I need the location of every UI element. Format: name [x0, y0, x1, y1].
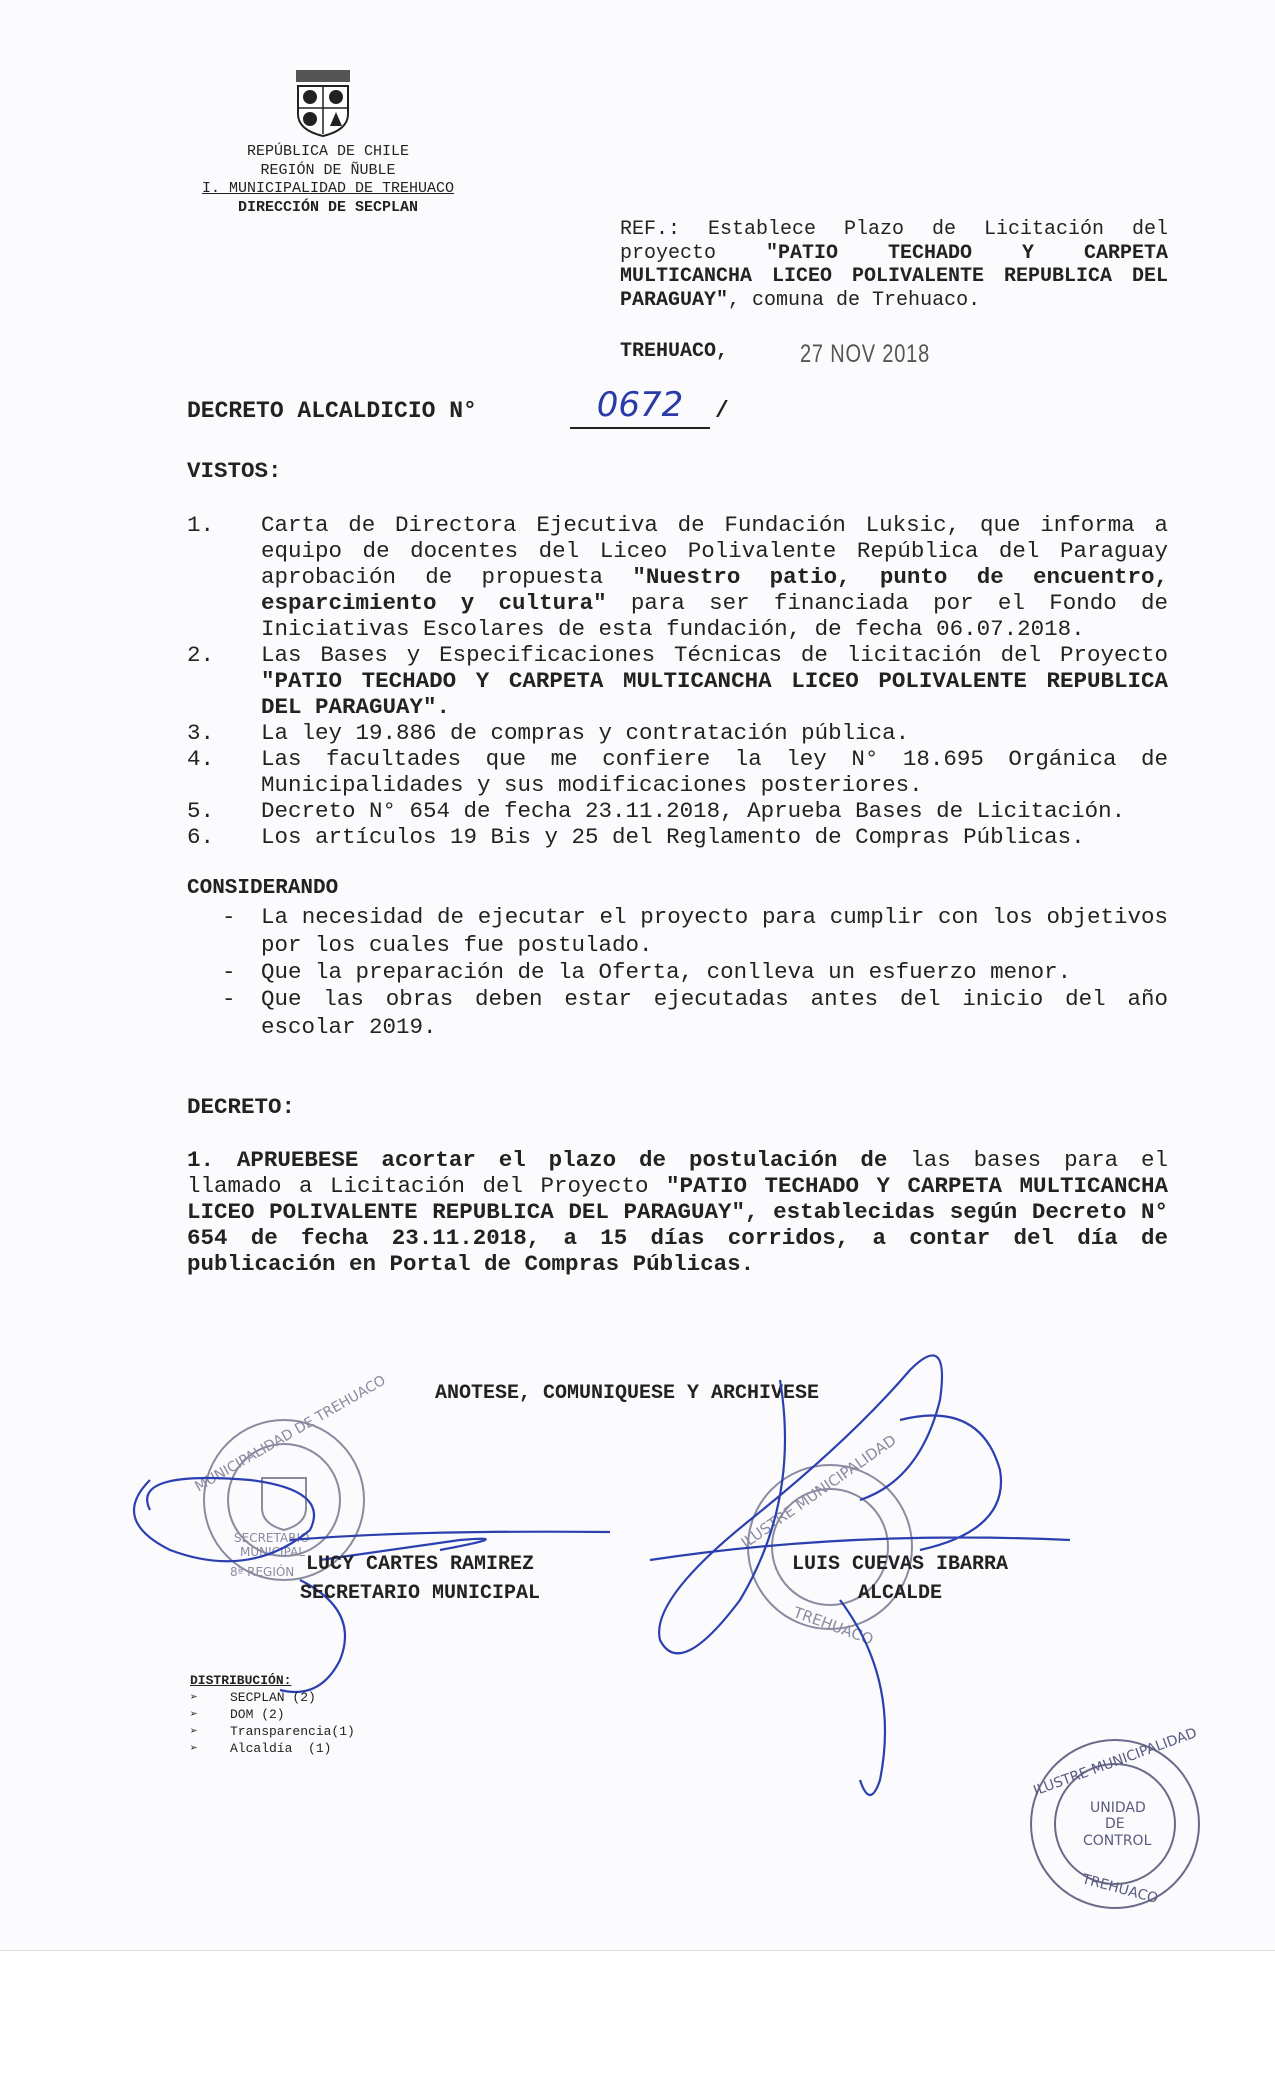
vistos-item: Las facultades que me confiere la ley N° 18.695 Orgánica de Municipalidades y sus modificaciones posteriores. — [261, 746, 1168, 798]
signatory-role: SECRETARIO MUNICIPAL — [299, 1582, 541, 1605]
vistos-heading: VISTOS: — [187, 458, 282, 484]
signature-block-alcalde — [720, 1550, 1080, 1608]
stamp-inner-text: SECRETARIO — [234, 1531, 310, 1545]
item-number: 6. — [187, 824, 215, 850]
distribution-item — [190, 1689, 355, 1706]
considerando-heading: CONSIDERANDO — [187, 877, 339, 900]
ref-line — [620, 289, 1168, 313]
decreto-text: las bases para el llamado a Licitación del Proyecto — [187, 1147, 1168, 1199]
signature-block-secretario — [230, 1550, 610, 1608]
stamp-inner-text: UNIDAD — [1090, 1800, 1146, 1816]
ref-line — [620, 242, 1168, 266]
item-number: 1. — [187, 512, 215, 538]
stamp-ring-text: MUNICIPALIDAD DE TREHUACO — [192, 1372, 389, 1496]
arrow-bullet-icon: ➢ — [190, 1741, 198, 1756]
ref-text: , comuna de Trehuaco. — [728, 288, 981, 312]
distribution-item — [190, 1706, 355, 1723]
decreto-project-name: "PATIO TECHADO Y CARPETA MULTICANCHA LICEO POLIVALENTE REPUBLICA DEL PARAGUAY" — [187, 1173, 1168, 1225]
vistos-item — [261, 642, 1168, 720]
signatory-role: ALCALDE — [857, 1582, 942, 1605]
item-text: Las Bases y Especificaciones Técnicas de licitación del Proyecto — [261, 642, 1168, 668]
stamp-inner-text: CONTROL — [1083, 1833, 1152, 1849]
distribution-item — [190, 1740, 355, 1757]
decree-title: DECRETO ALCALDICIO N° — [187, 398, 477, 424]
decreto-bold-text: 1. APRUEBESE acortar el plazo de postulación de — [187, 1147, 888, 1173]
item-number: 4. — [187, 746, 215, 772]
distribution-item-label: Alcaldía (1) — [230, 1741, 332, 1756]
stamp-bottom-text: 8ª REGIÓN — [230, 1565, 295, 1579]
bullet-dash: - — [222, 959, 236, 985]
ref-text: proyecto — [620, 241, 766, 265]
stamp-bottom-text: TREHUACO — [1080, 1871, 1160, 1908]
ref-line: REF.: Establece Plazo de Licitación del — [620, 218, 1168, 241]
distribution-item-label: Transparencia(1) — [230, 1724, 355, 1739]
letterhead-region: REGIÓN DE ÑUBLE — [260, 161, 396, 179]
decree-slash: / — [715, 398, 729, 424]
place: TREHUACO, — [620, 340, 729, 363]
stamp-ring-text: ILUSTRE MUNICIPALIDAD — [1031, 1725, 1200, 1800]
distribution-list — [190, 1672, 355, 1757]
date-stamp: 27 NOV 2018 — [800, 340, 930, 368]
bullet-dash: - — [222, 986, 236, 1012]
considerando-item: Que la preparación de la Oferta, conlleva un esfuerzo menor. — [261, 959, 1072, 985]
vistos-item: Los artículos 19 Bis y 25 del Reglamento de Compras Públicas. — [261, 824, 1085, 850]
item-text: para ser financiada por el Fondo de Iniciativas Escolares de esta fundación, de fecha 06.07.2018. — [261, 590, 1168, 642]
vistos-item: Decreto N° 654 de fecha 23.11.2018, Aprueba Bases de Licitación. — [261, 798, 1126, 824]
decreto-paragraph — [187, 1147, 1168, 1277]
stamp-inner-text: DE — [1105, 1816, 1125, 1832]
considerando-item: La necesidad de ejecutar el proyecto para cumplir con los objetivos por los cuales fue postulado. — [261, 904, 1168, 958]
letterhead-country: REPÚBLICA DE CHILE — [246, 143, 410, 160]
vistos-item: La ley 19.886 de compras y contratación pública. — [261, 720, 910, 746]
distribution-item-label: DOM (2) — [230, 1707, 285, 1722]
arrow-bullet-icon: ➢ — [190, 1690, 198, 1705]
item-text: Carta de Directora Ejecutiva de Fundación Luksic, que informa a equipo de docentes del Liceo Polivalente República del Paraguay aprobación de propuesta — [261, 512, 1168, 590]
distribution-item-label: SECPLAN (2) — [230, 1690, 316, 1705]
arrow-bullet-icon: ➢ — [190, 1724, 198, 1739]
stamp-inner-text: MUNICIPAL — [240, 1545, 305, 1559]
vistos-item — [261, 512, 1168, 642]
decree-number-handwritten: 0672 — [570, 385, 710, 429]
arrow-bullet-icon: ➢ — [190, 1707, 198, 1722]
letterhead — [178, 143, 478, 217]
signatory-name: LUCY CARTES RAMIREZ — [305, 1553, 535, 1576]
stamp-ring-text: ILUSTRE MUNICIPALIDAD — [737, 1431, 900, 1552]
decreto-bold-text: , establecidas según Decreto N° 654 de fecha 23.11.2018, a 15 días corridos, a contar del día de publicación en Portal de Compras Públicas. — [187, 1199, 1168, 1277]
distribution-item — [190, 1723, 355, 1740]
item-number: 3. — [187, 720, 215, 746]
distribution-heading: DISTRIBUCIÓN: — [190, 1673, 292, 1688]
ref-project-name: "PATIO TECHADO Y CARPETA — [766, 241, 1168, 265]
closing-formula: ANOTESE, COMUNIQUESE Y ARCHIVESE — [435, 1382, 820, 1405]
signatory-name: LUIS CUEVAS IBARRA — [791, 1553, 1009, 1576]
decreto-heading: DECRETO: — [187, 1094, 296, 1120]
item-bold-text: "Nuestro patio, punto de encuentro, esparcimiento y cultura" — [261, 564, 1168, 616]
letterhead-municipality: I. MUNICIPALIDAD DE TREHUACO — [201, 180, 455, 197]
stamp-bottom-text: TREHUACO — [791, 1603, 876, 1649]
bullet-dash: - — [222, 904, 236, 930]
item-bold-text: "PATIO TECHADO Y CARPETA MULTICANCHA LICEO POLIVALENTE REPUBLICA DEL PARAGUAY". — [261, 668, 1168, 720]
item-number: 5. — [187, 798, 215, 824]
ref-project-name: PARAGUAY" — [620, 288, 729, 312]
item-number: 2. — [187, 642, 215, 668]
considerando-item: Que las obras deben estar ejecutadas antes del inicio del año escolar 2019. — [261, 986, 1168, 1040]
letterhead-department: DIRECCIÓN DE SECPLAN — [237, 198, 419, 216]
reference-block — [620, 218, 1168, 312]
ref-line: MULTICANCHA LICEO POLIVALENTE REPUBLICA DEL — [620, 265, 1168, 288]
